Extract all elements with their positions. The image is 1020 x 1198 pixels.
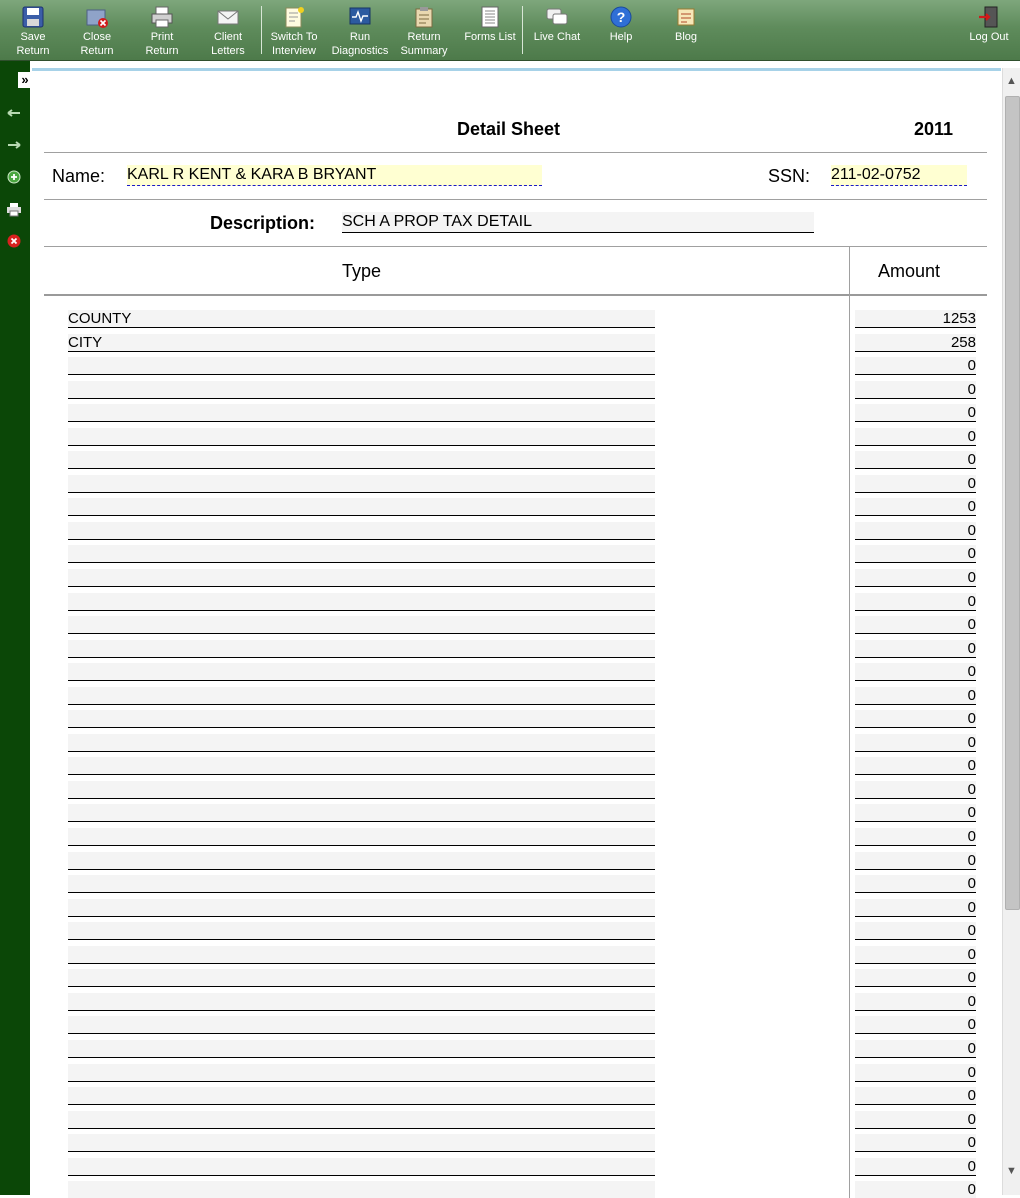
type-cell[interactable] bbox=[68, 804, 655, 822]
amount-cell[interactable]: 0 bbox=[855, 593, 976, 611]
table-row bbox=[32, 450, 1001, 474]
amount-cell[interactable]: 258 bbox=[855, 334, 976, 352]
table-row bbox=[32, 733, 1001, 757]
type-cell[interactable] bbox=[68, 593, 655, 611]
type-cell[interactable] bbox=[68, 687, 655, 705]
amount-cell[interactable]: 1253 bbox=[855, 310, 976, 328]
return-summary-label: Return Summary bbox=[400, 31, 448, 57]
type-cell[interactable] bbox=[68, 969, 655, 987]
amount-cell[interactable]: 0 bbox=[855, 663, 976, 681]
table-row bbox=[32, 756, 1001, 780]
type-cell[interactable] bbox=[68, 475, 655, 493]
amount-cell[interactable]: 0 bbox=[855, 357, 976, 375]
close-return-button[interactable] bbox=[74, 0, 120, 60]
page-title: Detail Sheet bbox=[457, 119, 561, 139]
amount-cell[interactable]: 0 bbox=[855, 1087, 976, 1105]
ssn-field[interactable]: 211-02-0752 bbox=[831, 165, 967, 186]
type-cell[interactable] bbox=[68, 522, 655, 540]
amount-cell[interactable]: 0 bbox=[855, 1158, 976, 1176]
table-row bbox=[32, 827, 1001, 851]
type-cell[interactable] bbox=[68, 1087, 655, 1105]
amount-cell[interactable]: 0 bbox=[855, 804, 976, 822]
live-chat-button[interactable] bbox=[530, 0, 584, 60]
type-cell[interactable] bbox=[68, 1181, 655, 1198]
blog-button[interactable] bbox=[668, 0, 704, 60]
diagnostics-monitor-icon bbox=[348, 5, 372, 29]
type-cell[interactable] bbox=[68, 404, 655, 422]
table-row bbox=[32, 1039, 1001, 1063]
type-cell[interactable] bbox=[68, 710, 655, 728]
client-letters-label: Client Letters bbox=[211, 31, 245, 57]
clipboard-icon bbox=[412, 5, 436, 29]
type-cell[interactable] bbox=[68, 922, 655, 940]
amount-cell[interactable]: 0 bbox=[855, 993, 976, 1011]
table-row bbox=[32, 803, 1001, 827]
table-row bbox=[32, 427, 1001, 451]
table-row bbox=[32, 1086, 1001, 1110]
table-row bbox=[32, 568, 1001, 592]
amount-cell[interactable]: 0 bbox=[855, 616, 976, 634]
back-arrow-icon[interactable] bbox=[6, 105, 22, 121]
type-column-header: Type bbox=[342, 261, 382, 281]
table-row bbox=[32, 380, 1001, 404]
table-row bbox=[32, 874, 1001, 898]
type-cell[interactable] bbox=[68, 569, 655, 587]
name-label: Name: bbox=[52, 166, 106, 186]
type-cell[interactable] bbox=[68, 899, 655, 917]
forward-arrow-icon[interactable] bbox=[6, 137, 22, 153]
amount-cell[interactable]: 0 bbox=[855, 852, 976, 870]
amount-cell[interactable]: 0 bbox=[855, 828, 976, 846]
interview-document-icon bbox=[282, 5, 306, 29]
envelope-icon bbox=[216, 5, 240, 29]
amount-cell[interactable]: 0 bbox=[855, 1181, 976, 1198]
add-icon[interactable] bbox=[6, 169, 22, 185]
vertical-scrollbar[interactable] bbox=[1002, 68, 1020, 1195]
type-cell[interactable] bbox=[68, 498, 655, 516]
table-row bbox=[32, 1157, 1001, 1181]
table-row bbox=[32, 521, 1001, 545]
amount-cell[interactable]: 0 bbox=[855, 757, 976, 775]
save-return-label: Save Return bbox=[16, 31, 50, 57]
forms-list-button[interactable] bbox=[462, 0, 518, 60]
type-cell[interactable] bbox=[68, 545, 655, 563]
scroll-up-arrow-icon[interactable]: ▲ bbox=[1006, 75, 1017, 87]
amount-cell[interactable]: 0 bbox=[855, 1016, 976, 1034]
amount-cell[interactable]: 0 bbox=[855, 922, 976, 940]
type-cell[interactable] bbox=[68, 451, 655, 469]
toolbar-separator bbox=[261, 6, 262, 54]
return-summary-button[interactable] bbox=[398, 0, 450, 60]
run-diagnostics-button[interactable] bbox=[330, 0, 390, 60]
table-row bbox=[32, 1180, 1001, 1198]
amount-cell[interactable]: 0 bbox=[855, 687, 976, 705]
forms-list-label: Forms List bbox=[464, 31, 516, 43]
detail-sheet-form bbox=[32, 68, 1001, 1198]
table-row bbox=[32, 1133, 1001, 1157]
table-row bbox=[32, 945, 1001, 969]
table-row bbox=[32, 1063, 1001, 1087]
type-cell[interactable] bbox=[68, 428, 655, 446]
type-cell[interactable] bbox=[68, 781, 655, 799]
scroll-down-arrow-icon[interactable]: ▼ bbox=[1006, 1165, 1017, 1177]
close-folder-icon bbox=[85, 5, 109, 29]
client-letters-button[interactable] bbox=[205, 0, 251, 60]
table-row bbox=[32, 780, 1001, 804]
amount-cell[interactable]: 0 bbox=[855, 1134, 976, 1152]
type-cell[interactable] bbox=[68, 875, 655, 893]
amount-cell[interactable]: 0 bbox=[855, 969, 976, 987]
tax-year: 2011 bbox=[914, 119, 954, 139]
amount-cell[interactable]: 0 bbox=[855, 475, 976, 493]
scroll-thumb[interactable] bbox=[1005, 96, 1020, 910]
help-label: Help bbox=[609, 31, 633, 43]
amount-cell[interactable]: 0 bbox=[855, 428, 976, 446]
left-rail bbox=[0, 61, 30, 1195]
svg-text:?: ? bbox=[616, 9, 626, 25]
blog-label: Blog bbox=[674, 31, 698, 43]
amount-cell[interactable]: 0 bbox=[855, 522, 976, 540]
main-toolbar bbox=[0, 0, 1020, 61]
close-return-label: Close Return bbox=[80, 31, 114, 57]
type-cell[interactable] bbox=[68, 1040, 655, 1058]
amount-cell[interactable]: 0 bbox=[855, 734, 976, 752]
table-row bbox=[32, 709, 1001, 733]
table-row bbox=[32, 992, 1001, 1016]
delete-icon[interactable] bbox=[6, 233, 22, 249]
amount-cell[interactable]: 0 bbox=[855, 1111, 976, 1129]
divider bbox=[44, 246, 987, 247]
blog-scroll-icon bbox=[674, 5, 698, 29]
type-cell[interactable] bbox=[68, 1134, 655, 1152]
log-out-button[interactable] bbox=[966, 0, 1012, 60]
divider bbox=[44, 152, 987, 153]
amount-cell[interactable]: 0 bbox=[855, 498, 976, 516]
type-cell[interactable] bbox=[68, 757, 655, 775]
type-cell[interactable] bbox=[68, 663, 655, 681]
table-row bbox=[32, 309, 1001, 333]
type-cell[interactable] bbox=[68, 1111, 655, 1129]
log-out-door-icon bbox=[977, 5, 1001, 29]
amount-column-header: Amount bbox=[878, 261, 941, 281]
table-row bbox=[32, 662, 1001, 686]
type-cell[interactable]: COUNTY bbox=[68, 310, 655, 328]
print-icon[interactable] bbox=[6, 201, 22, 217]
print-return-button[interactable] bbox=[139, 0, 185, 60]
table-row bbox=[32, 968, 1001, 992]
toolbar-separator bbox=[522, 6, 523, 54]
amount-cell[interactable]: 0 bbox=[855, 640, 976, 658]
table-row bbox=[32, 639, 1001, 663]
forms-list-icon bbox=[478, 5, 502, 29]
type-cell[interactable] bbox=[68, 828, 655, 846]
amount-cell[interactable]: 0 bbox=[855, 710, 976, 728]
type-cell[interactable] bbox=[68, 357, 655, 375]
switch-to-interview-label: Switch To Interview bbox=[270, 31, 318, 57]
amount-cell[interactable]: 0 bbox=[855, 1064, 976, 1082]
table-row bbox=[32, 1110, 1001, 1134]
type-cell[interactable] bbox=[68, 734, 655, 752]
description-field[interactable]: SCH A PROP TAX DETAIL bbox=[342, 212, 814, 233]
table-row bbox=[32, 474, 1001, 498]
amount-cell[interactable]: 0 bbox=[855, 899, 976, 917]
amount-cell[interactable]: 0 bbox=[855, 569, 976, 587]
help-button[interactable] bbox=[603, 0, 639, 60]
divider bbox=[44, 199, 987, 200]
amount-cell[interactable]: 0 bbox=[855, 451, 976, 469]
table-row bbox=[32, 356, 1001, 380]
detail-table bbox=[32, 309, 1001, 1198]
amount-cell[interactable]: 0 bbox=[855, 781, 976, 799]
table-row bbox=[32, 403, 1001, 427]
print-return-label: Print Return bbox=[145, 31, 179, 57]
type-cell[interactable] bbox=[68, 852, 655, 870]
type-cell[interactable] bbox=[68, 381, 655, 399]
floppy-disk-icon bbox=[21, 5, 45, 29]
type-cell[interactable] bbox=[68, 1064, 655, 1082]
amount-cell[interactable]: 0 bbox=[855, 946, 976, 964]
type-cell[interactable] bbox=[68, 993, 655, 1011]
table-row bbox=[32, 851, 1001, 875]
table-row bbox=[32, 333, 1001, 357]
help-question-icon bbox=[609, 5, 633, 29]
description-label: Description: bbox=[210, 213, 316, 233]
table-row bbox=[32, 921, 1001, 945]
table-row bbox=[32, 1015, 1001, 1039]
switch-to-interview-button[interactable] bbox=[266, 0, 322, 60]
table-row bbox=[32, 615, 1001, 639]
type-cell[interactable] bbox=[68, 616, 655, 634]
amount-cell[interactable]: 0 bbox=[855, 875, 976, 893]
run-diagnostics-label: Run Diagnostics bbox=[331, 31, 389, 57]
log-out-label: Log Out bbox=[969, 31, 1009, 43]
amount-cell[interactable]: 0 bbox=[855, 381, 976, 399]
chat-bubbles-icon bbox=[545, 5, 569, 29]
table-row bbox=[32, 898, 1001, 922]
type-cell[interactable] bbox=[68, 1016, 655, 1034]
expand-panel-button[interactable]: » bbox=[18, 72, 32, 88]
table-row bbox=[32, 497, 1001, 521]
live-chat-label: Live Chat bbox=[533, 31, 581, 43]
ssn-label: SSN: bbox=[768, 166, 811, 186]
table-row bbox=[32, 544, 1001, 568]
table-row bbox=[32, 686, 1001, 710]
type-cell[interactable] bbox=[68, 640, 655, 658]
name-field[interactable]: KARL R KENT & KARA B BRYANT bbox=[127, 165, 542, 186]
type-cell[interactable] bbox=[68, 946, 655, 964]
amount-cell[interactable]: 0 bbox=[855, 404, 976, 422]
save-return-button[interactable] bbox=[10, 0, 56, 60]
type-cell[interactable]: CITY bbox=[68, 334, 655, 352]
header-divider bbox=[44, 294, 987, 296]
type-cell[interactable] bbox=[68, 1158, 655, 1176]
table-row bbox=[32, 592, 1001, 616]
amount-cell[interactable]: 0 bbox=[855, 1040, 976, 1058]
printer-icon bbox=[150, 5, 174, 29]
amount-cell[interactable]: 0 bbox=[855, 545, 976, 563]
